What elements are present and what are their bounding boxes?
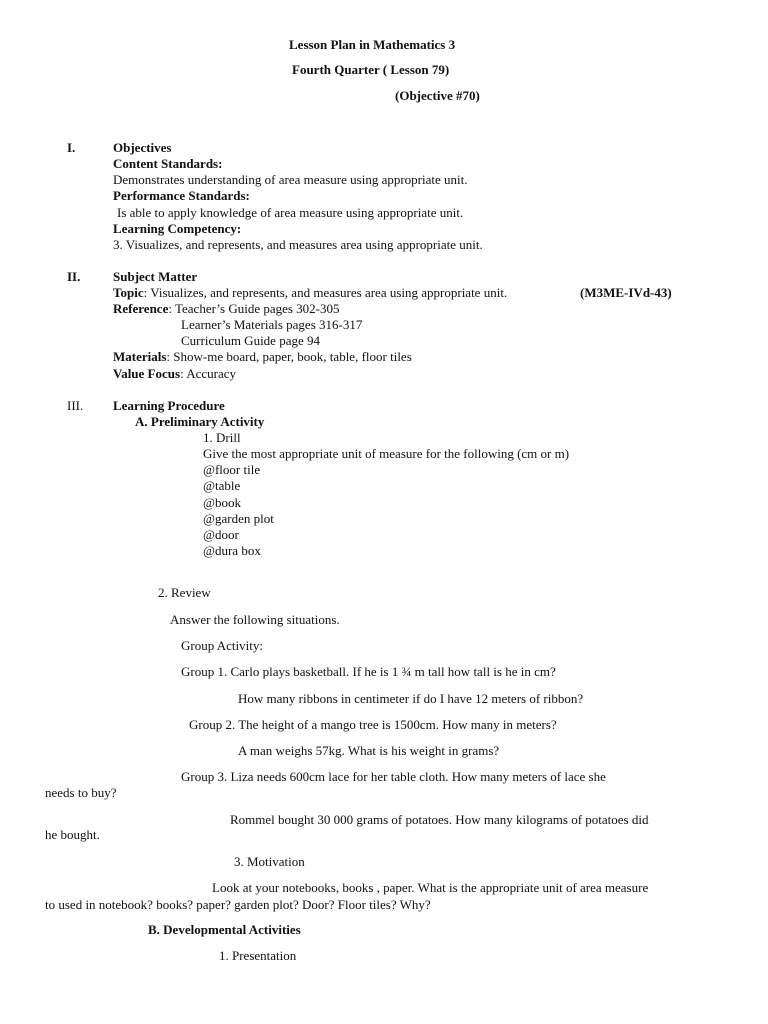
drill-item: @table bbox=[203, 478, 241, 493]
drill-item: @door bbox=[203, 527, 239, 542]
topic-text: : Visualizes, and represents, and measures area using appropriate unit. bbox=[143, 285, 508, 300]
content-standards-label: Content Standards: bbox=[113, 156, 223, 171]
motivation-text: Look at your notebooks, books , paper. What is the appropriate unit of area measure bbox=[212, 880, 649, 895]
value-focus-text: : Accuracy bbox=[180, 366, 237, 381]
drill-item: @garden plot bbox=[203, 511, 274, 526]
developmental-activities-heading: B. Developmental Activities bbox=[148, 922, 301, 937]
section-2-heading: Subject Matter bbox=[113, 269, 198, 284]
value-focus-line bbox=[113, 367, 236, 381]
section-2-numeral: II. bbox=[67, 269, 81, 284]
reference-label: Reference bbox=[113, 301, 169, 316]
document-title: Lesson Plan in Mathematics 3 bbox=[289, 37, 456, 52]
materials-line bbox=[113, 350, 412, 364]
group-1-question-1: Group 1. Carlo plays basketball. If he is 1 ¾ m tall how tall is he in cm? bbox=[181, 664, 556, 679]
motivation-title: 3. Motivation bbox=[234, 854, 305, 869]
topic-label: Topic bbox=[113, 285, 144, 300]
learning-competency-text: 3. Visualizes, and represents, and measures area using appropriate unit. bbox=[113, 237, 483, 252]
drill-item: @dura box bbox=[203, 543, 261, 558]
group-2-question-1: Group 2. The height of a mango tree is 1500cm. How many in meters? bbox=[189, 717, 557, 732]
motivation-text-continued: to used in notebook? books? paper? garden plot? Door? Floor tiles? Why? bbox=[45, 897, 431, 912]
reference-curriculum-guide: Curriculum Guide page 94 bbox=[181, 333, 320, 348]
topic-line bbox=[113, 286, 507, 300]
performance-standards-label: Performance Standards: bbox=[113, 188, 250, 203]
learning-competency-label: Learning Competency: bbox=[113, 221, 242, 236]
reference-text: : Teacher’s Guide pages 302-305 bbox=[168, 301, 340, 316]
quarter-line: Fourth Quarter ( Lesson 79) bbox=[292, 62, 450, 77]
presentation-title: 1. Presentation bbox=[219, 948, 297, 963]
reference-line bbox=[113, 302, 340, 316]
objective-number: (Objective #70) bbox=[395, 88, 480, 103]
group-3-question-2: Rommel bought 30 000 grams of potatoes. How many kilograms of potatoes did bbox=[230, 812, 649, 827]
drill-instruction: Give the most appropriate unit of measure for the following (cm or m) bbox=[203, 446, 570, 461]
content-standards-text: Demonstrates understanding of area measure using appropriate unit. bbox=[113, 172, 468, 187]
topic-code: (M3ME-IVd-43) bbox=[580, 285, 672, 300]
materials-text: : Show-me board, paper, book, table, floor tiles bbox=[166, 349, 412, 364]
drill-title: 1. Drill bbox=[203, 430, 241, 445]
drill-item: @book bbox=[203, 495, 241, 510]
value-focus-label: Value Focus bbox=[113, 366, 181, 381]
review-title: 2. Review bbox=[158, 585, 211, 600]
group-activity-label: Group Activity: bbox=[181, 638, 263, 653]
section-3-numeral: III. bbox=[67, 398, 84, 413]
group-3-question-2-continued: he bought. bbox=[45, 827, 100, 842]
section-3-heading: Learning Procedure bbox=[113, 398, 225, 413]
drill-item: @floor tile bbox=[203, 462, 261, 477]
group-3-question-1-continued: needs to buy? bbox=[45, 785, 117, 800]
section-1-numeral: I. bbox=[67, 140, 76, 155]
section-1-heading: Objectives bbox=[113, 140, 172, 155]
review-instruction: Answer the following situations. bbox=[170, 612, 340, 627]
reference-learners-materials: Learner’s Materials pages 316-317 bbox=[181, 317, 363, 332]
preliminary-activity-heading: A. Preliminary Activity bbox=[135, 414, 265, 429]
materials-label: Materials bbox=[113, 349, 167, 364]
performance-standards-text: Is able to apply knowledge of area measure using appropriate unit. bbox=[117, 205, 464, 220]
group-1-question-2: How many ribbons in centimeter if do I have 12 meters of ribbon? bbox=[238, 691, 584, 706]
group-3-question-1: Group 3. Liza needs 600cm lace for her table cloth. How many meters of lace she bbox=[181, 769, 606, 784]
group-2-question-2: A man weighs 57kg. What is his weight in grams? bbox=[238, 743, 500, 758]
